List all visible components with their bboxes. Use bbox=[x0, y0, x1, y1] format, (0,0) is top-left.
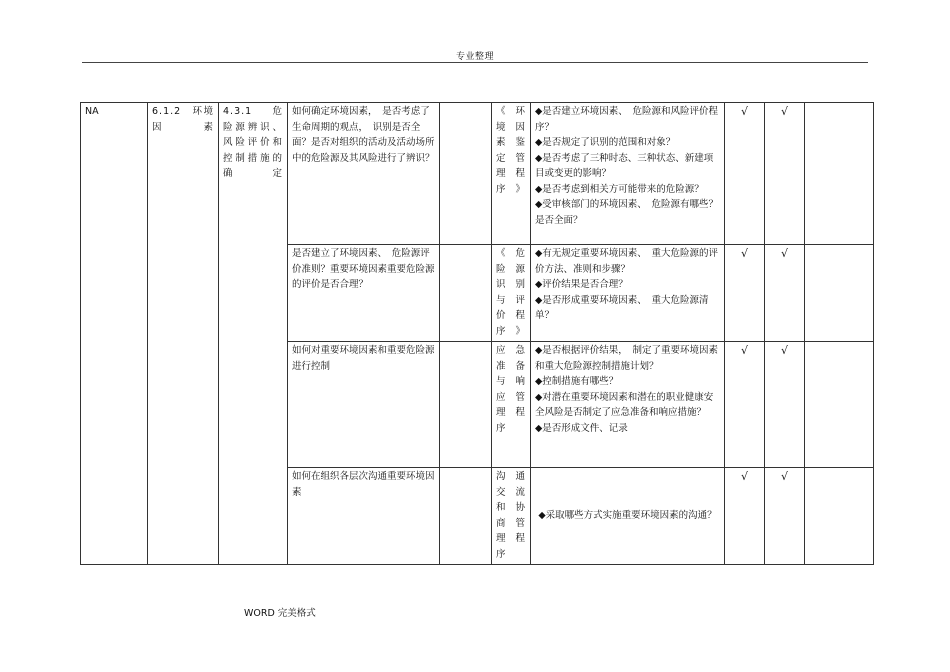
blank-cell bbox=[440, 245, 492, 342]
header-rule bbox=[82, 62, 868, 63]
remarks-cell bbox=[805, 342, 874, 468]
audit-checklist-table bbox=[80, 102, 874, 565]
question-cell: 如何对重要环境因素和重要危险源进行控制 bbox=[288, 342, 440, 468]
ems-clause-cell: 6.1.2 环境因素 bbox=[148, 103, 219, 565]
check-point: ◆是否形成重要环境因素、 重大危险源清单？ bbox=[535, 294, 709, 321]
page-footer: WORD 完美格式 bbox=[244, 608, 316, 619]
check-mark-cell: √ bbox=[725, 342, 765, 468]
code-cell: NA bbox=[81, 103, 148, 565]
check-mark-cell: √ bbox=[765, 342, 805, 468]
check-point: ◆是否建立环境因素、 危险源和风险评价程序？ bbox=[535, 106, 719, 133]
check-mark-cell: √ bbox=[725, 103, 765, 245]
remarks-cell bbox=[805, 468, 874, 565]
check-point: ◆是否规定了识别的范围和对象？ bbox=[535, 137, 676, 148]
check-points-cell bbox=[531, 245, 725, 342]
check-point: ◆受审核部门的环境因素、 危险源有哪些？是否全面？ bbox=[535, 199, 719, 226]
check-point: ◆有无规定重要环境因素、 重大危险源的评价方法、准则和步骤？ bbox=[535, 248, 719, 275]
check-point: ◆是否考虑到相关方可能带来的危险源？ bbox=[535, 183, 704, 195]
question-cell: 如何确定环境因素， 是否考虑了生命周期的观点， 识别是否全面？是否对组织的活动及活动场所中的危险源及其风险进行了辨识？ bbox=[288, 103, 440, 245]
check-mark-cell: √ bbox=[765, 245, 805, 342]
remarks-cell bbox=[805, 245, 874, 342]
table-row bbox=[81, 103, 874, 245]
document-cell: 《环境因素鉴定管理程序》 bbox=[492, 103, 531, 245]
page-header: 专业整理 bbox=[455, 52, 494, 62]
check-points-cell bbox=[531, 103, 725, 245]
blank-cell bbox=[440, 468, 492, 565]
check-points-cell bbox=[531, 342, 725, 468]
check-points-cell bbox=[531, 468, 725, 565]
check-mark-cell: √ bbox=[725, 245, 765, 342]
ohs-clause-cell: 4.3.1 危险源辨识、风险评价和控制措施的确定 bbox=[219, 103, 288, 565]
question-cell: 如何在组织各层次沟通重要环境因素 bbox=[288, 468, 440, 565]
question-cell: 是否建立了环境因素、 危险源评价准则？重要环境因素重要危险源的评价是否合理？ bbox=[288, 245, 440, 342]
check-mark-cell: √ bbox=[765, 468, 805, 565]
check-point: ◆评价结果是否合理？ bbox=[535, 279, 628, 290]
document-cell: 应急准备与响应管理程序 bbox=[492, 342, 531, 468]
blank-cell bbox=[440, 342, 492, 468]
check-point: ◆是否考虑了三种时态、三种状态、新建项目或变更的影响？ bbox=[535, 152, 714, 179]
document-cell: 沟通交流和协商管理程序 bbox=[492, 468, 531, 565]
blank-cell bbox=[440, 103, 492, 245]
check-point: ◆对潜在重要环境因素和潜在的职业健康安全风险是否制定了应急准备和响应措施？ bbox=[535, 391, 714, 418]
check-point: ◆是否根据评价结果， 制定了重要环境因素和重大危险源控制措施计划？ bbox=[535, 345, 719, 372]
remarks-cell bbox=[805, 103, 874, 245]
check-mark-cell: √ bbox=[765, 103, 805, 245]
check-point: ◆采取哪些方式实施重要环境因素的沟通？ bbox=[538, 510, 717, 522]
check-mark-cell: √ bbox=[725, 468, 765, 565]
document-cell: 《危险源识别与评价程序》 bbox=[492, 245, 531, 342]
check-point: ◆控制措施有哪些？ bbox=[535, 376, 619, 387]
check-point: ◆是否形成文件、记录 bbox=[535, 422, 628, 434]
